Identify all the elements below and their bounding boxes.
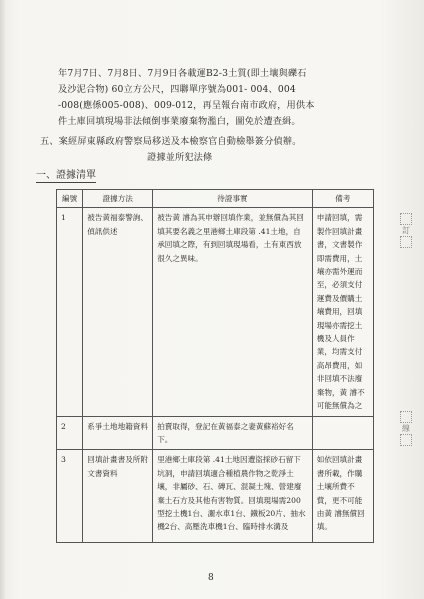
row-method: 被告黃福泰警詢、偵訊供述 [83, 208, 153, 416]
row-note: 如依回填計畫書所載，作購土壤所費不貲，更不可能由黃 濬無償回填。 [312, 450, 373, 543]
page-number: 8 [208, 573, 214, 583]
row-fact: 里港鄉土庫段第 .41土地因遭盜採砂石留下坑洞，申請回填適合種植農作物之乾淨土壤，非屬砂、石、磚瓦、混凝土塊、營建廢棄土石方及其他有害物質。回填現場需200型挖土機1台、灑水車1台、鐵板20片、抽水機2台、高壓洗車機1台、臨時排水溝及 [153, 450, 313, 543]
row-number: 3 [57, 450, 83, 543]
binding-mark-bottom [398, 410, 414, 447]
body-line-4: 件土庫回填現場非法傾倒事業廢棄物濫白，圖免於遭查緝。 [58, 116, 301, 127]
dotted-box-icon [400, 213, 412, 225]
header-number: 編號 [57, 190, 83, 208]
row-note [312, 416, 373, 450]
row-number: 1 [57, 208, 83, 416]
row-fact: 被告黃 濬為其申辦回填作業，並無償為其回填其要名義之里港鄉土庫段第 .41土地，自承回填之際，有到回填現場看，土有東西放很久之異味。 [153, 208, 313, 416]
evidence-table [56, 189, 374, 543]
dotted-box-icon [400, 236, 412, 248]
evidence-list-heading [36, 166, 96, 181]
body-line-5: 五、案經屏東縣政府警察局移送及本檢察官自動檢舉簽分偵辦。 [40, 136, 302, 147]
scan-edge-shadow [0, 0, 6, 599]
section-subtitle: 證據並所犯法條 [147, 152, 213, 163]
header-fact: 待證事實 [153, 190, 313, 208]
row-method: 系爭土地地籍資料 [83, 416, 153, 450]
table-header-row [57, 190, 374, 208]
table-row [57, 416, 374, 450]
binding-mark-bottom-label: 線 [402, 424, 410, 433]
table-row [57, 450, 374, 543]
body-line-1: 年7月7日、7月8日、7月9日各載運B2-3土質(即土壤與礫石 [58, 68, 307, 79]
binding-mark-top-label: 訂 [402, 226, 410, 235]
binding-mark-top [398, 212, 414, 249]
row-method: 回填計畫書及所附文書資料 [83, 450, 153, 543]
row-fact: 拍賣取得，登記在黃福泰之妻黃蘇裕好名下。 [153, 416, 313, 450]
table-row [57, 208, 374, 416]
row-number: 2 [57, 416, 83, 450]
dotted-box-icon [400, 434, 412, 446]
row-note: 申請回填，需製作回填計畫書，文書製作即需費用，土壤亦需外運而至，必須支付運費及價購土壤費用，回填現場亦需挖土機及人員作業，均需支付高昂費用，如非回填不法廢棄物，黃 濬不可能無償為之 [312, 208, 373, 416]
dotted-box-icon [400, 411, 412, 423]
header-method: 證據方法 [83, 190, 153, 208]
body-line-3: -008(應係005-008)、009-012，再呈報台南市政府，用供本 [58, 100, 315, 111]
evidence-list-title: 一、證據清單 [36, 170, 96, 181]
header-note: 備考 [312, 190, 373, 208]
body-line-2: 及沙泥合物) 60立方公尺，四聯單序號為001- 004、004 [58, 84, 296, 95]
